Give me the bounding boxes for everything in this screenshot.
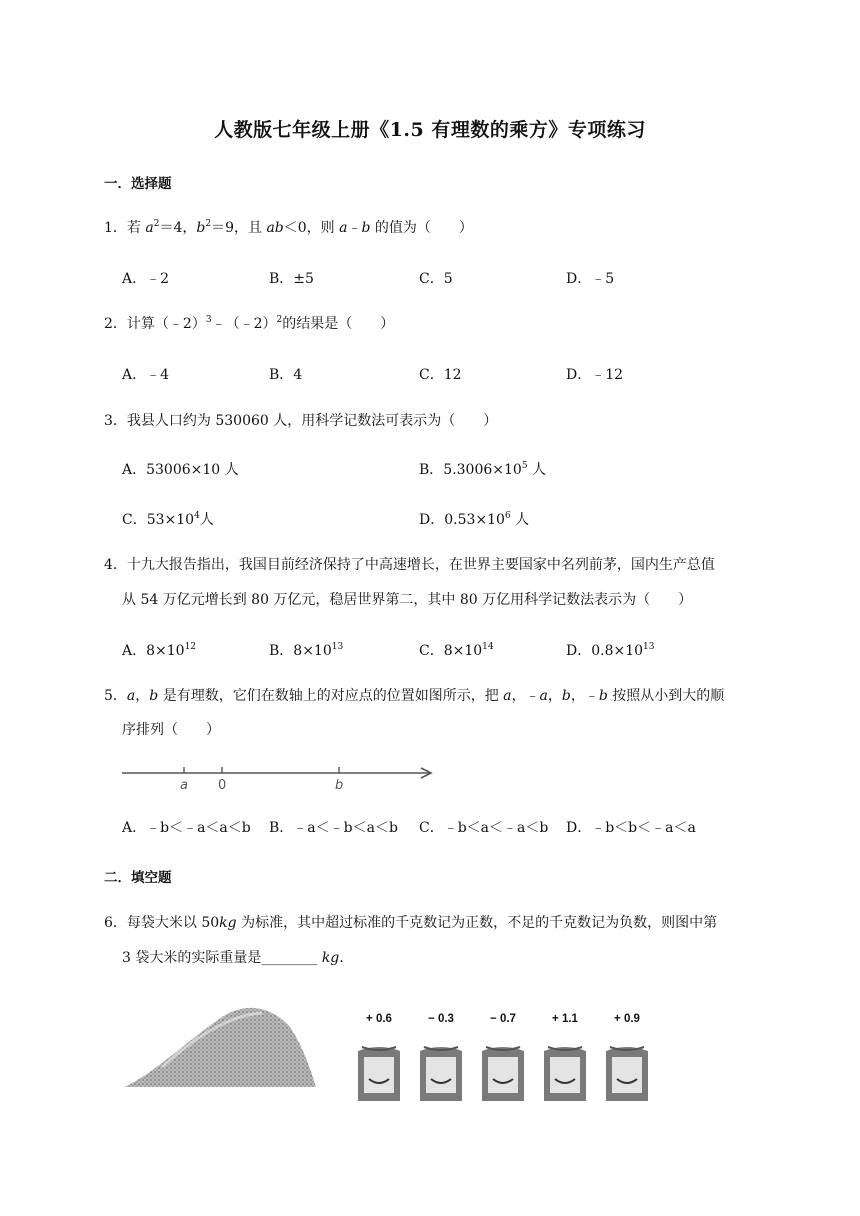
label-a: a [180, 778, 188, 793]
number-line-figure [118, 758, 440, 794]
q5-option-c: C．﹣b＜a＜﹣a＜b [419, 820, 549, 836]
bag-icon [480, 1045, 526, 1103]
q3-option-c: C．$53\times 10^4$人 [122, 511, 214, 528]
q1-option-c: C．5 [419, 271, 453, 287]
bag-icon [418, 1045, 464, 1103]
question-3: 3．我县人口约为 530060 人，用科学记数法可表示为（ ） [104, 413, 498, 429]
q2-option-d: D．﹣12 [566, 367, 624, 383]
q4-option-d: D．$0.8\times 10^{13}$ [566, 642, 655, 659]
question-2: 2．计算（﹣2）$^3$﹣（﹣2）$^2$的结果是（ ） [104, 315, 395, 332]
q1-option-d: D．﹣5 [566, 271, 615, 287]
bag-3-label: − 0.7 [490, 1013, 516, 1025]
q2-option-c: C．12 [419, 367, 462, 383]
question-6-line-1: 6．每袋大米以 50kg 为标准，其中超过标准的千克数记为正数，不足的千克数记为负数，则图中第 [104, 915, 718, 931]
section-heading-fill: 二．填空题 [104, 870, 172, 886]
rice-pile-image [122, 995, 318, 1093]
q5-option-b: B．﹣a＜﹣b＜a＜b [269, 820, 398, 836]
section-heading-choice: 一．选择题 [104, 176, 172, 192]
q3-option-b: B．$5.3006\times 10^5$ 人 [419, 461, 547, 478]
q1-option-b: B．±5 [269, 271, 314, 287]
rice-bag-1 [356, 1013, 402, 1103]
question-1: 1．若 $a^2=4$，$b^2=9$，且 ab＜0，则 a﹣b 的值为（ ） [104, 219, 473, 236]
question-5-line-2: 序排列（ ） [122, 722, 220, 738]
bag-icon [356, 1045, 402, 1103]
bag-2-label: − 0.3 [428, 1013, 454, 1025]
question-4-line-2: 从 54 万亿元增长到 80 万亿元，稳居世界第二，其中 80 万亿用科学记数法表示为（ ） [122, 592, 693, 608]
q4-option-c: C．$8\times 10^{14}$ [419, 642, 494, 659]
question-5-line-1: 5．a，b 是有理数，它们在数轴上的对应点的位置如图所示，把 a，﹣a，b，﹣b 按照从小到大的顺 [104, 688, 725, 704]
q4-option-a: A．$8\times 10^{12}$ [122, 642, 197, 659]
page-title: 人教版七年级上册《1.5 有理数的乘方》专项练习 [214, 119, 646, 141]
rice-bag-5 [604, 1013, 650, 1103]
question-4-line-1: 4．十九大报告指出，我国目前经济保持了中高速增长，在世界主要国家中名列前茅，国内生产总值 [104, 557, 715, 573]
label-b: b [335, 778, 344, 793]
q3-option-d: D．$0.53\times 10^6$ 人 [419, 511, 530, 528]
q2-option-a: A．﹣4 [122, 367, 170, 383]
q2-option-b: B．4 [269, 367, 303, 383]
bag-1-label: + 0.6 [366, 1013, 392, 1025]
rice-bag-4 [542, 1013, 588, 1103]
label-zero: 0 [218, 778, 227, 793]
rice-bag-2 [418, 1013, 464, 1103]
q5-option-d: D．﹣b＜b＜﹣a＜a [566, 820, 696, 836]
q5-option-a: A．﹣b＜﹣a＜a＜b [122, 820, 251, 836]
q4-option-b: B．$8\times 10^{13}$ [269, 642, 344, 659]
question-6-line-2: 3 袋大米的实际重量是________ kg. [122, 950, 344, 966]
q3-option-a: A．53006×10 人 [122, 462, 239, 478]
bag-icon [542, 1045, 588, 1103]
bag-icon [604, 1045, 650, 1103]
bag-5-label: + 0.9 [614, 1013, 640, 1025]
bag-4-label: + 1.1 [552, 1013, 578, 1025]
q1-option-a: A．﹣2 [122, 271, 170, 287]
rice-bag-3 [480, 1013, 526, 1103]
